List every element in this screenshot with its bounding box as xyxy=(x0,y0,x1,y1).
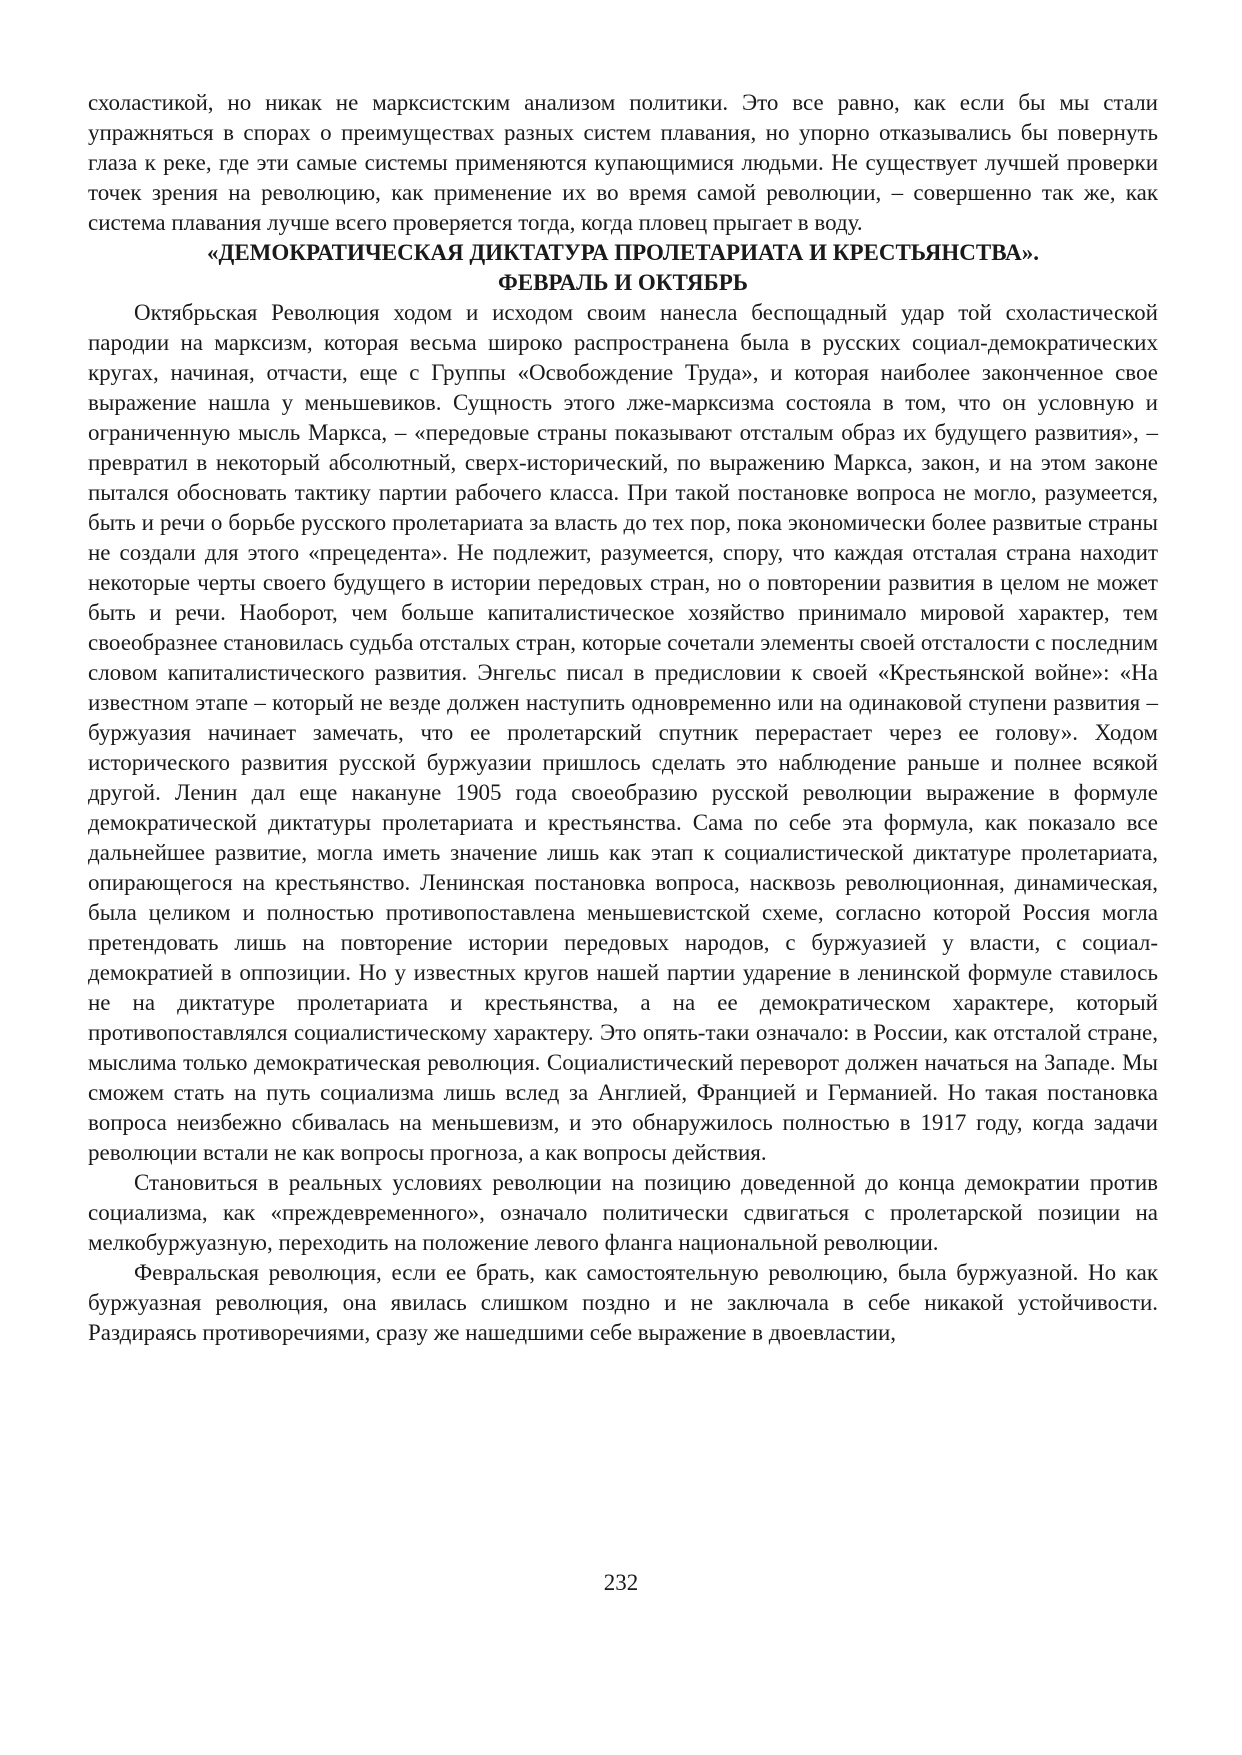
paragraph-continued: схоластикой, но никак не марксистским анализом политики. Это все равно, как если бы мы стали упражняться в спорах о преимуществах разных систем плавания, но упорно отказывались бы повернуть глаза к реке, где эти самые системы применяются купающимися людьми. Не существует лучшей проверки точек зрения на революцию, как применение их во время самой революции, – совершенно так же, как система плавания лучше всего проверяется тогда, когда пловец прыгает в воду. xyxy=(88,90,1158,235)
page-body xyxy=(88,88,1158,1348)
page-number: 232 xyxy=(603,1570,639,1595)
paragraph: Октябрьская Революция ходом и исходом своим нанесла беспощадный удар той схоластической пародии на марксизм, которая весьма широко распространена была в русских социал-демократических кругах, начиная, отчасти, еще с Группы «Освобождение Труда», и которая наиболее законченное свое выражение нашла у меньшевиков. Сущность этого лже-марксизма состояла в том, что он условную и ограниченную мысль Маркса, – «передовые страны показывают отсталым образ их будущего развития», – превратил в некоторый абсолютный, сверх-исторический, по выражению Маркса, закон, и на этом законе пытался обосновать тактику партии рабочего класса. При такой постановке вопроса не могло, разумеется, быть и речи о борьбе русского пролетариата за власть до тех пор, пока экономически более развитые страны не создали для этого «прецедента». Не подлежит, разумеется, спору, что каждая отсталая страна находит некоторые черты своего будущего в истории передовых стран, но о повторении развития в целом не может быть и речи. Наоборот, чем больше капиталистическое хозяйство принимало мировой характер, тем своеобразнее становилась судьба отсталых стран, которые сочетали элементы своей отсталости с последним словом капиталистического развития. Энгельс писал в предисловии к своей «Крестьянской войне»: «На известном этапе – который не везде должен наступить одновременно или на одинаковой ступени развития – буржуазия начинает замечать, что ее пролетарский спутник перерастает через ее голову». Ходом исторического развития русской буржуазии пришлось сделать это наблюдение раньше и полнее всякой другой. Ленин дал еще накануне 1905 года своеобразию русской революции выражение в формуле демократической диктатуры пролетариата и крестьянства. Сама по себе эта формула, как показало все дальнейшее развитие, могла иметь значение лишь как этап к социалистической диктатуре пролетариата, опирающегося на крестьянство. Ленинская постановка вопроса, насквозь революционная, динамическая, была целиком и полностью противопоставлена меньшевистской схеме, согласно которой Россия могла претендовать лишь на повторение истории передовых народов, с буржуазией у власти, с социал-демократией в оппозиции. Но у известных кругов нашей партии ударение в ленинской формуле ставилось не на диктатуре пролетариата и крестьянства, а на ее демократическом характере, который противопоставлялся социалистическому характеру. Это опять-таки означало: в России, как отсталой стране, мыслима только демократическая революция. Социалистический переворот должен начаться на Западе. Мы сможем стать на путь социализма лишь вслед за Англией, Францией и Германией. Но такая постановка вопроса неизбежно сбивалась на меньшевизм, и это обнаружилось полностью в 1917 году, когда задачи революции встали не как вопросы прогноза, а как вопросы действия. xyxy=(88,300,1158,1165)
section-heading-line-2: ФЕВРАЛЬ И ОКТЯБРЬ xyxy=(498,270,748,295)
paragraph: Становиться в реальных условиях революции на позицию доведенной до конца демократии против социализма, как «преждевременного», означало политически сдвигаться с пролетарской позиции на мелкобуржуазную, переходить на положение левого фланга национальной революции. xyxy=(88,1170,1158,1255)
section-heading-line-1: «ДЕМОКРАТИЧЕСКАЯ ДИКТАТУРА ПРОЛЕТАРИАТА И КРЕСТЬЯНСТВА». xyxy=(207,240,1039,265)
section-heading xyxy=(88,238,1158,298)
paragraph: Февральская революция, если ее брать, как самостоятельную революцию, была буржуазной. Но как буржуазная революция, она явилась слишком поздно и не заключала в себе никакой устойчивости. Раздираясь противоречиями, сразу же нашедшими себе выражение в двоевластии, xyxy=(88,1260,1158,1345)
